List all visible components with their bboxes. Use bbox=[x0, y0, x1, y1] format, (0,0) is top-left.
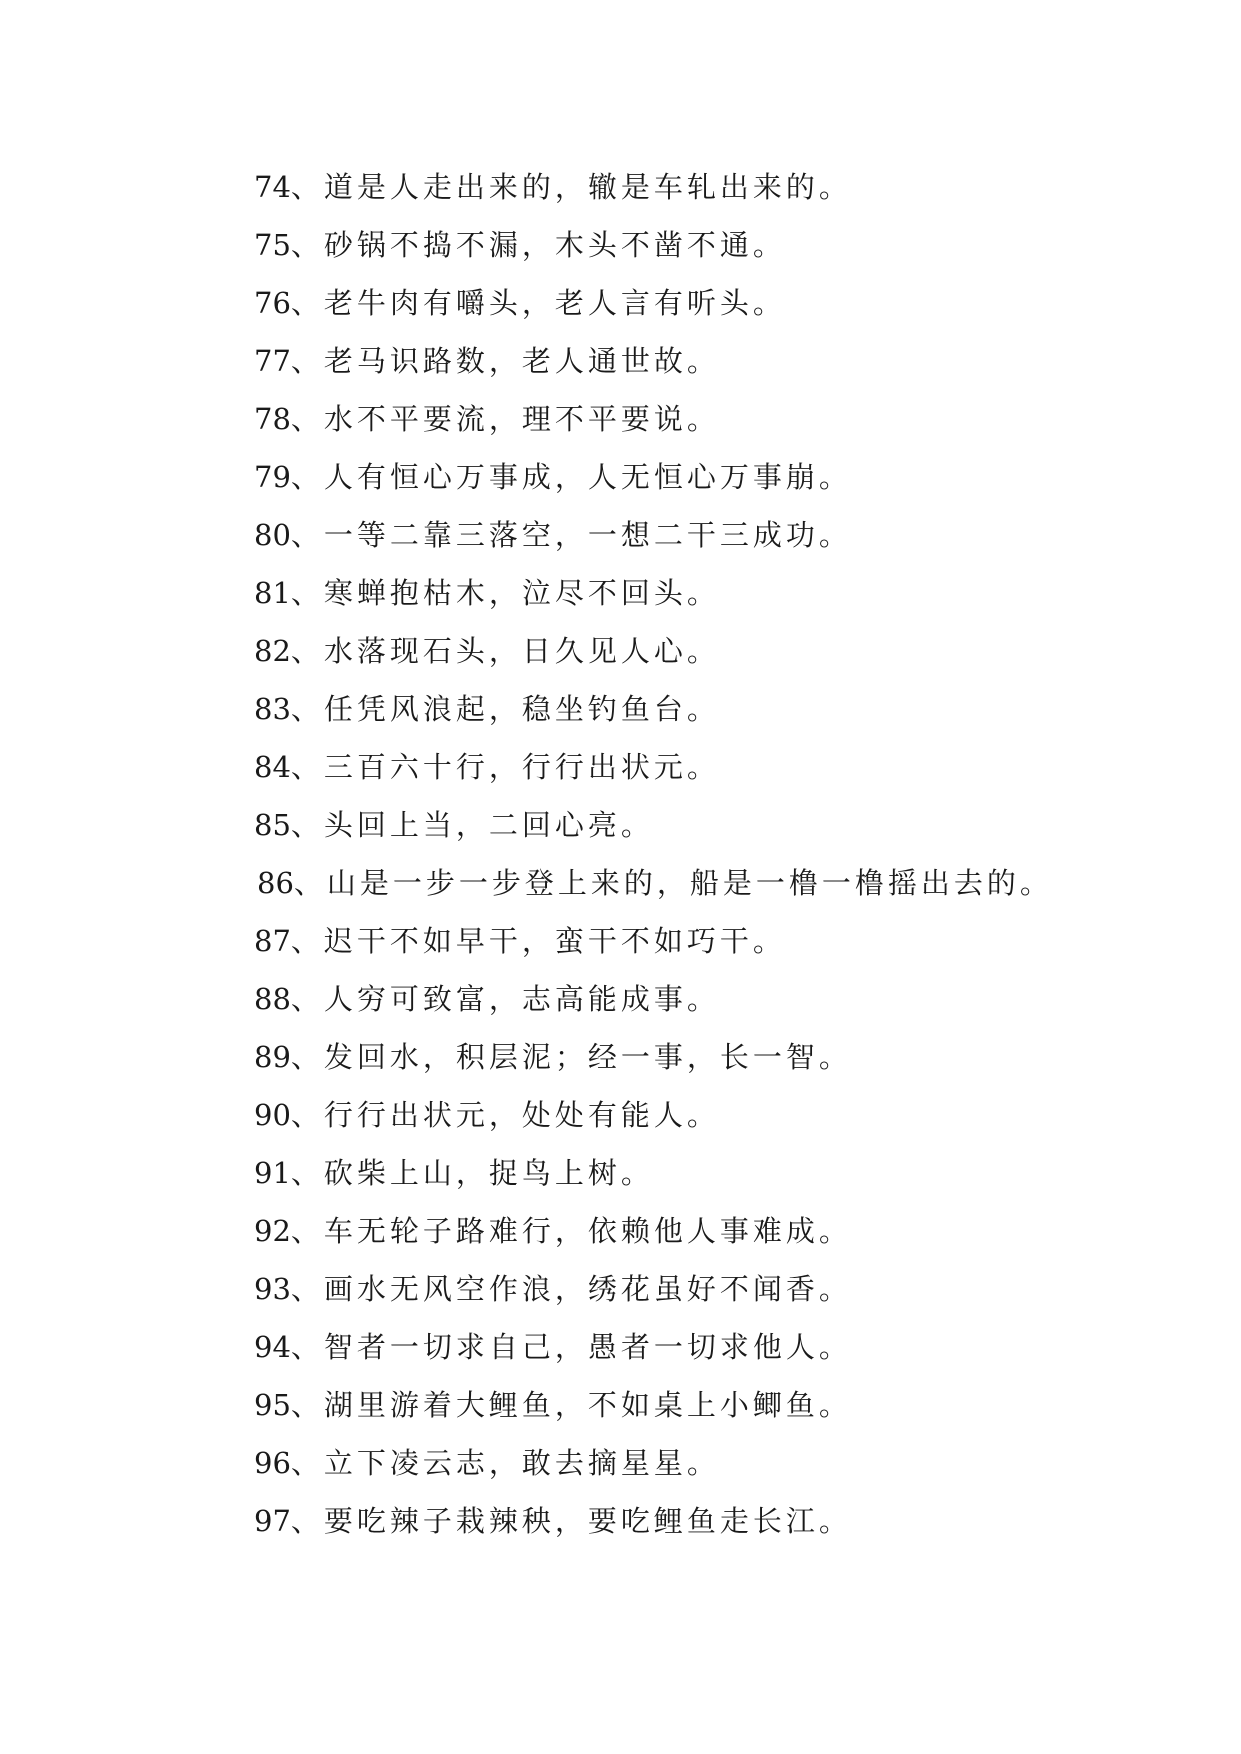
proverb-number: 88 bbox=[254, 982, 291, 1016]
proverb-number: 94 bbox=[254, 1330, 291, 1364]
enumeration-comma: 、 bbox=[290, 402, 324, 436]
proverb-text: 行行出状元，处处有能人。 bbox=[323, 1098, 720, 1132]
proverb-number: 85 bbox=[254, 808, 291, 842]
proverb-text: 道是人走出来的，辙是车轧出来的。 bbox=[323, 170, 852, 204]
proverb-number: 79 bbox=[254, 460, 291, 494]
proverb-line bbox=[254, 854, 1214, 912]
proverb-number: 78 bbox=[254, 402, 291, 436]
enumeration-comma: 、 bbox=[290, 1214, 324, 1248]
proverb-line bbox=[254, 216, 1214, 274]
enumeration-comma: 、 bbox=[290, 750, 324, 784]
proverb-line bbox=[254, 1318, 1214, 1376]
proverb-line bbox=[254, 564, 1214, 622]
enumeration-comma: 、 bbox=[290, 1272, 324, 1306]
proverb-number: 87 bbox=[254, 924, 291, 958]
proverb-number: 82 bbox=[254, 634, 291, 668]
proverb-number: 77 bbox=[254, 344, 291, 378]
proverb-line bbox=[254, 390, 1214, 448]
proverb-text: 水不平要流，理不平要说。 bbox=[323, 402, 720, 436]
proverb-text: 一等二靠三落空，一想二干三成功。 bbox=[323, 518, 852, 552]
enumeration-comma: 、 bbox=[293, 866, 327, 900]
proverb-number: 96 bbox=[254, 1446, 291, 1480]
proverb-line bbox=[254, 1086, 1214, 1144]
proverb-line bbox=[254, 970, 1214, 1028]
proverb-number: 93 bbox=[254, 1272, 291, 1306]
proverb-text: 砂锅不捣不漏，木头不凿不通。 bbox=[323, 228, 786, 262]
proverb-line bbox=[254, 738, 1214, 796]
enumeration-comma: 、 bbox=[290, 924, 324, 958]
proverb-line bbox=[254, 274, 1214, 332]
proverb-line bbox=[254, 1376, 1214, 1434]
proverb-text: 人有恒心万事成，人无恒心万事崩。 bbox=[323, 460, 852, 494]
proverb-text: 老牛肉有嚼头，老人言有听头。 bbox=[323, 286, 786, 320]
enumeration-comma: 、 bbox=[290, 286, 324, 320]
proverb-text: 水落现石头，日久见人心。 bbox=[323, 634, 720, 668]
proverb-line bbox=[254, 1028, 1214, 1086]
enumeration-comma: 、 bbox=[290, 1446, 324, 1480]
proverb-number: 81 bbox=[254, 576, 291, 610]
proverb-line bbox=[254, 680, 1214, 738]
enumeration-comma: 、 bbox=[290, 1504, 324, 1538]
proverb-line bbox=[254, 1260, 1214, 1318]
proverb-line bbox=[254, 912, 1214, 970]
proverb-line bbox=[254, 448, 1214, 506]
proverb-number: 80 bbox=[254, 518, 291, 552]
enumeration-comma: 、 bbox=[290, 228, 324, 262]
proverb-text: 湖里游着大鲤鱼，不如桌上小鲫鱼。 bbox=[323, 1388, 852, 1422]
proverb-line bbox=[254, 1492, 1214, 1550]
proverb-text: 要吃辣子栽辣秧，要吃鲤鱼走长江。 bbox=[323, 1504, 852, 1538]
proverb-line bbox=[254, 622, 1214, 680]
proverb-line bbox=[254, 1202, 1214, 1260]
enumeration-comma: 、 bbox=[290, 1388, 324, 1422]
proverb-line bbox=[254, 506, 1214, 564]
enumeration-comma: 、 bbox=[290, 692, 324, 726]
proverb-line bbox=[254, 796, 1214, 854]
proverb-number: 92 bbox=[254, 1214, 291, 1248]
proverb-number: 83 bbox=[254, 692, 291, 726]
proverb-line bbox=[254, 1144, 1214, 1202]
proverb-text: 画水无风空作浪，绣花虽好不闻香。 bbox=[323, 1272, 852, 1306]
proverb-number: 76 bbox=[254, 286, 291, 320]
proverb-number: 97 bbox=[254, 1504, 291, 1538]
proverb-text: 智者一切求自己，愚者一切求他人。 bbox=[323, 1330, 852, 1364]
proverb-line bbox=[254, 1434, 1214, 1492]
enumeration-comma: 、 bbox=[290, 1330, 324, 1364]
proverb-text: 任凭风浪起，稳坐钓鱼台。 bbox=[323, 692, 720, 726]
proverb-number: 91 bbox=[254, 1156, 291, 1190]
enumeration-comma: 、 bbox=[290, 344, 324, 378]
proverb-text: 寒蝉抱枯木，泣尽不回头。 bbox=[323, 576, 720, 610]
enumeration-comma: 、 bbox=[290, 808, 324, 842]
proverb-text: 头回上当，二回心亮。 bbox=[323, 808, 654, 842]
proverb-text: 山是一步一步登上来的，船是一橹一橹摇出去的。 bbox=[326, 866, 1053, 900]
proverb-text: 三百六十行，行行出状元。 bbox=[323, 750, 720, 784]
proverb-number: 74 bbox=[254, 170, 291, 204]
enumeration-comma: 、 bbox=[290, 170, 324, 204]
proverb-text: 砍柴上山，捉鸟上树。 bbox=[323, 1156, 654, 1190]
enumeration-comma: 、 bbox=[290, 576, 324, 610]
proverb-number: 75 bbox=[254, 228, 291, 262]
proverb-text: 人穷可致富，志高能成事。 bbox=[323, 982, 720, 1016]
proverb-text: 立下凌云志，敢去摘星星。 bbox=[323, 1446, 720, 1480]
proverb-text: 车无轮子路难行，依赖他人事难成。 bbox=[323, 1214, 852, 1248]
proverb-line bbox=[254, 158, 1214, 216]
enumeration-comma: 、 bbox=[290, 518, 324, 552]
proverb-line bbox=[254, 332, 1214, 390]
proverb-number: 95 bbox=[254, 1388, 291, 1422]
proverb-number: 86 bbox=[257, 866, 294, 900]
enumeration-comma: 、 bbox=[290, 634, 324, 668]
proverb-list bbox=[254, 158, 1214, 1550]
proverb-text: 发回水，积层泥；经一事，长一智。 bbox=[323, 1040, 852, 1074]
proverb-number: 89 bbox=[254, 1040, 291, 1074]
enumeration-comma: 、 bbox=[290, 1098, 324, 1132]
enumeration-comma: 、 bbox=[290, 1040, 324, 1074]
enumeration-comma: 、 bbox=[290, 1156, 324, 1190]
proverb-text: 迟干不如早干，蛮干不如巧干。 bbox=[323, 924, 786, 958]
proverb-number: 84 bbox=[254, 750, 291, 784]
enumeration-comma: 、 bbox=[290, 460, 324, 494]
proverb-text: 老马识路数，老人通世故。 bbox=[323, 344, 720, 378]
enumeration-comma: 、 bbox=[290, 982, 324, 1016]
proverb-number: 90 bbox=[254, 1098, 291, 1132]
